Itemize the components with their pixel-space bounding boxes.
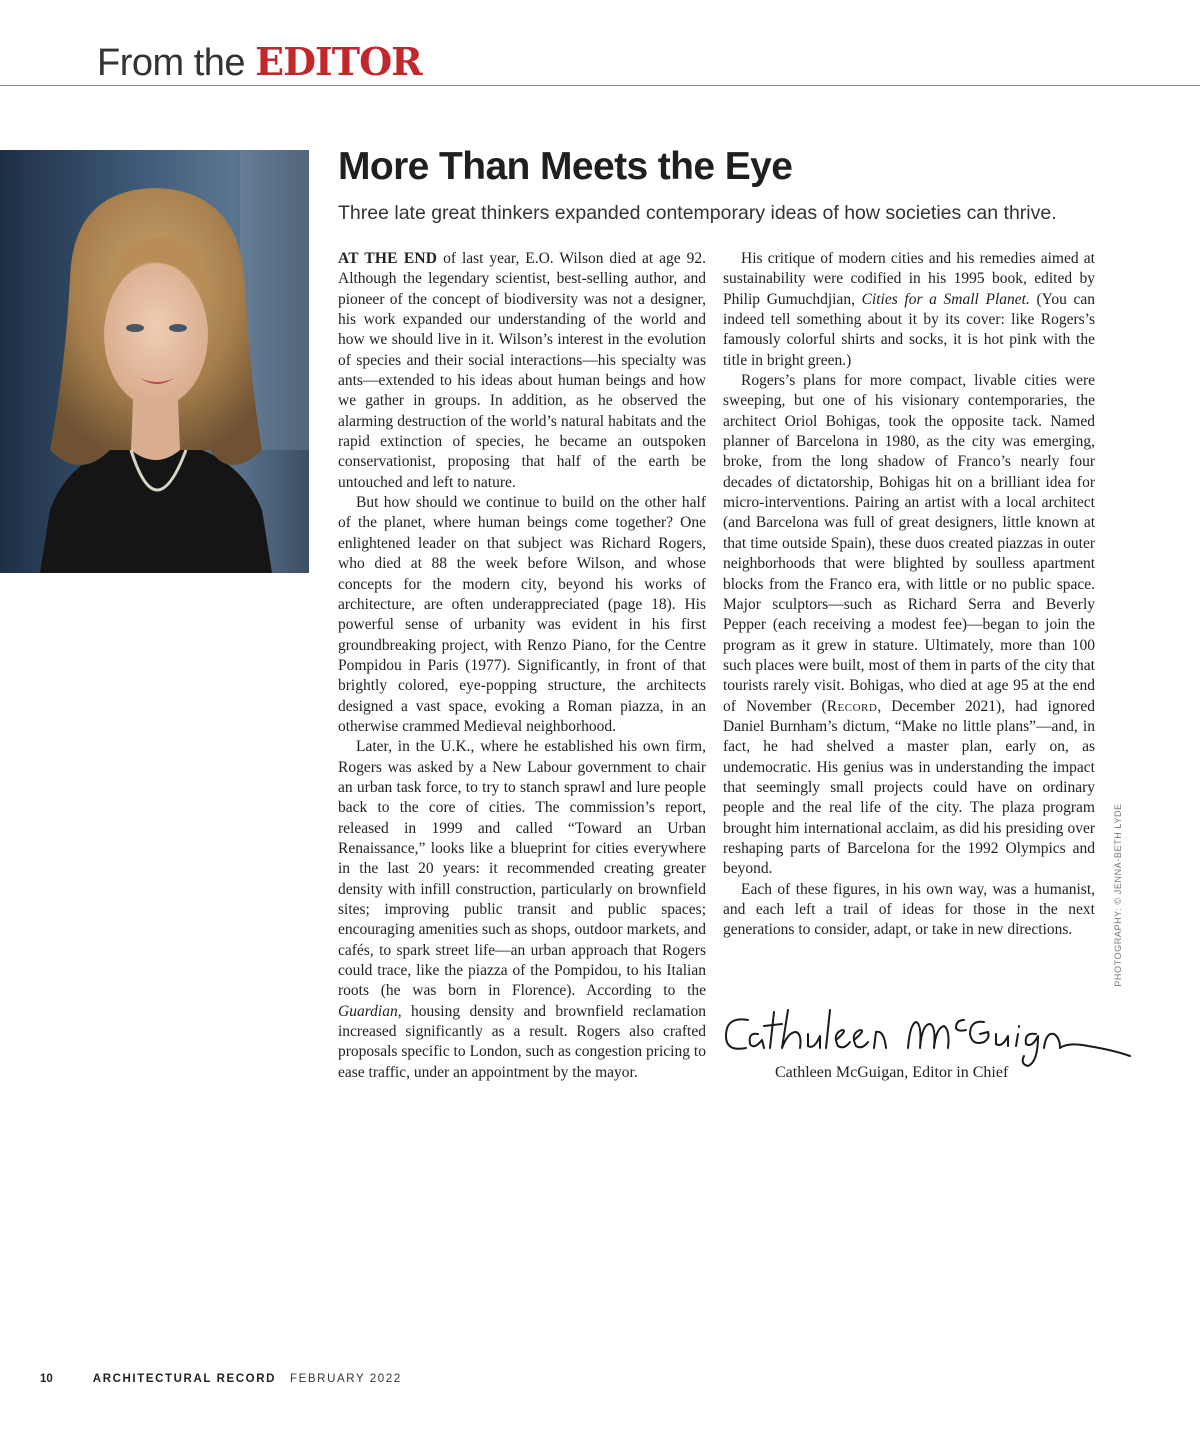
paragraph-6: Each of these figures, in his own way, was a humanist, and each left a trail of ideas for those in the next generations to consider, adapt, or take in new directions. [723,880,1095,939]
signature-name-line: Cathleen McGuigan, Editor in Chief [775,1064,1009,1081]
paragraph-3-text-a: Later, in the U.K., where he established his own firm, Rogers was asked by a New Labour government to chair an urban task force, to try to stanch sprawl and lure people back to the core of cities. The commission’s report, released in 1999 and called “Toward an Urban Renaissance,” looks like a blueprint for cities everywhere in the last 20 years: it recommended creating greater density with infill construction, particularly on brownfield sites; improving public transit and public spaces; encouraging amenities such as shops, outdoor markets, and cafés, to spark street life—an urban approach that Rogers could trace, like the piazza of the Pompidou, to his Italian roots (he was born in Florence). According to the [338,738,706,1000]
paragraph-4 [723,249,1095,371]
portrait-illustration [0,150,309,573]
article-column-1 [338,249,706,1083]
section-header-bold: EDITOR [255,39,422,84]
header-rule [0,85,1200,86]
paragraph-5-text-a: Rogers’s plans for more compact, livable cities were sweeping, but one of his visionary contemporaries, the architect Oriol Bohigas, took the opposite tack. Named planner of Barcelona in 1980, as the city was emerging, broke, from the long shadow of Franco’s nearly four decades of dictatorship, Bohigas hit on a brilliant idea for micro-interventions. Pairing an artist with a local architect (and Barcelona was full of great designers, little known at that time outside Spain), these duos created piazzas in outer neighborhoods that were blighted by soulless apartment blocks from the Franco era, with little or no public space. Major sculptors—such as Richard Serra and Beverly Pepper (each receiving a modest fee)—began to join the program as it grew in stature. Ultimately, more than 100 such places were built, most of them in parts of the city that tourists rarely visit. Bohigas, who died at age 95 at the end of November ( [723,372,1095,715]
paragraph-4-text-b: (You can indeed tell something about it by its cover: like Rogers’s famously colorful shirts and socks, it is hot pink with the title in bright green.) [723,290,1095,369]
lead-in: AT THE END [338,250,438,267]
page-footer [40,1371,402,1387]
record-small-caps: Record [826,697,878,715]
book-title-italic: Cities for a Small Planet. [861,290,1030,308]
paragraph-3-text-b: , housing density and brownfield reclamation increased significantly as a result. Rogers also crafted proposals specific to London, such as congestion pricing to ease traffic, under an appointment by the mayor. [338,1002,706,1081]
editor-portrait-photo [0,150,309,573]
article-title: More Than Meets the Eye [338,145,793,188]
paragraph-3 [338,737,706,1083]
paragraph-1-text: of last year, E.O. Wilson died at age 92. Although the legendary scientist, best-selling author, and pioneer of the concept of biodiversity was not a designer, his work expanded our understanding of the world and how we should live in it. Wilson’s interest in the evolution of species and their social interactions—his specialty was ants—extended to his ideas about human beings and how we gather in groups. In addition, as he observed the alarming destruction of the world’s natural habitats and the rapid extinction of species, he became an outspoken conservationist, proposing that half of the earth be untouched and left to nature. [338,250,706,491]
paragraph-2: But how should we continue to build on the other half of the planet, where human beings come together? One enlightened leader on that subject was Richard Rogers, who died at 88 the week before Wilson, and whose concepts for the modern city, beyond his works of architecture, are often underappreciated (page 18). His powerful sense of urbanity was evident in his first groundbreaking project, with Renzo Piano, for the Centre Pompidou in Paris (1977). Significantly, in front of that brightly colored, eye-popping structure, the architects designed a vast space, evoking a Roman piazza, in an otherwise crammed Medieval neighborhood. [338,494,706,735]
article-column-2 [723,249,1095,941]
article-deck: Three late great thinkers expanded contemporary ideas of how societies can thrive. [338,202,1057,224]
publication-name: ARCHITECTURAL RECORD [92,1373,276,1385]
paragraph-5 [723,371,1095,880]
photo-credit [1111,803,1125,987]
section-header-light: From the [97,42,256,84]
paragraph-3-italic: Guardian [338,1002,398,1020]
paragraph-5-text-b: , December 2021), had ignored Daniel Burnham’s dictum, “Make no little plans”—and, in fact, he had shelved a master plan, early on, as undemocratic. His genius was in understanding the impact that seemingly small projects could have on ordinary people and the real life of the city. The plaza program brought him international acclaim, as did his presiding over reshaping parts of Barcelona for the 1992 Olympics and beyond. [723,697,1095,878]
page-number: 10 [40,1373,53,1385]
paragraph-1 [338,249,706,493]
section-header [97,38,422,87]
issue-date: FEBRUARY 2022 [290,1373,402,1385]
paragraph-4-text-a: His critique of modern cities and his remedies aimed at sustainability were codified in his 1995 book, edited by Philip Gumuchdjian, [723,250,1095,308]
photo-credit-text: PHOTOGRAPHY: © JENNA-BETH LYDE [1113,803,1123,987]
